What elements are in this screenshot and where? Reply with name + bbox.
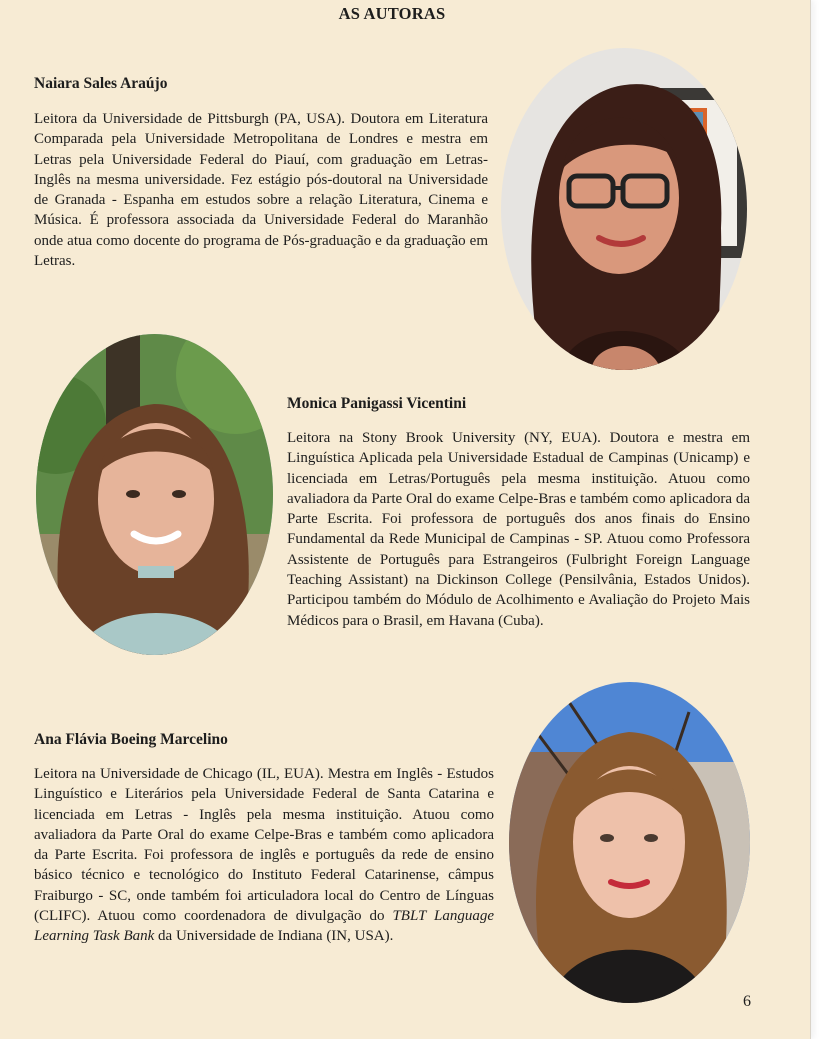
author-bio-ana-italic: TBLT Language Learning Task Bank xyxy=(34,908,494,945)
author-bio-monica: Leitora na Stony Brook University (NY, EUA). Doutora e mestra em Linguística Aplicada pela Universidade Estadual de Campinas (Unicamp) e licenciada em Letras/Português pela mesma instituição. Atuou como avaliadora da Parte Oral do exame Celpe-Bras e também como aplicadora da Parte Escrita. Foi professora de português dos anos finais do Ensino Fundamental da Rede Municipal de Campinas - SP. Atuou como Professora Assistente de Português para Estrangeiros (Fulbright Foreign Language Teaching Assistant) na Dickinson College (Pensilvânia, Estados Unidos). Participou também do Módulo de Acolhimento e Avaliação do Projeto Mais Médicos para o Brasil, em Havana (Cuba). xyxy=(287,430,750,629)
author-photo-monica xyxy=(36,334,273,655)
author-bio-ana-text-end: da Universidade de Indiana (IN, USA). xyxy=(154,928,394,945)
page-title: AS AUTORAS xyxy=(338,4,446,23)
author-bio-ana xyxy=(34,764,494,947)
author-name-monica: Monica Panigassi Vicentini xyxy=(287,395,467,412)
author-bio-naiara: Leitora da Universidade de Pittsburgh (PA, USA). Doutora em Literatura Comparada pela Universidade Metropolitana de Londres e mestra em Letras pela Universidade Federal do Piauí, com graduação em Letras-Inglês na mesma universidade. Fez estágio pós-doutoral na Universidade de Granada - Espanha em estudos sobre a relação Literatura, Cinema e Música. É professora associada da Universidade Federal do Maranhão onde atua como docente do programa de Pós-graduação e da graduação em Letras. xyxy=(34,111,488,270)
page-number: 6 xyxy=(743,993,751,1010)
author-name-naiara: Naiara Sales Araújo xyxy=(34,75,168,92)
author-bio-ana-text: Leitora na Universidade de Chicago (IL, EUA). Mestra em Inglês - Estudos Linguístico e Literários pela Universidade Federal de Santa Catarina e licenciada em Letras - Inglês pela mesma instituição. Atuou como avaliadora da Parte Oral do exame Celpe-Bras e também como aplicadora da Parte Escrita. Foi professora de inglês e português da rede de ensino básico técnico e tecnológico do Instituto Federal Catarinense, câmpus Fraiburgo - SC, onde também foi articuladora local do Centro de Línguas (CLIFC). Atuou como coordenadora de divulgação do xyxy=(34,766,494,925)
author-name-ana: Ana Flávia Boeing Marcelino xyxy=(34,731,228,748)
author-photo-naiara xyxy=(501,48,747,370)
author-photo-ana xyxy=(509,682,750,1003)
